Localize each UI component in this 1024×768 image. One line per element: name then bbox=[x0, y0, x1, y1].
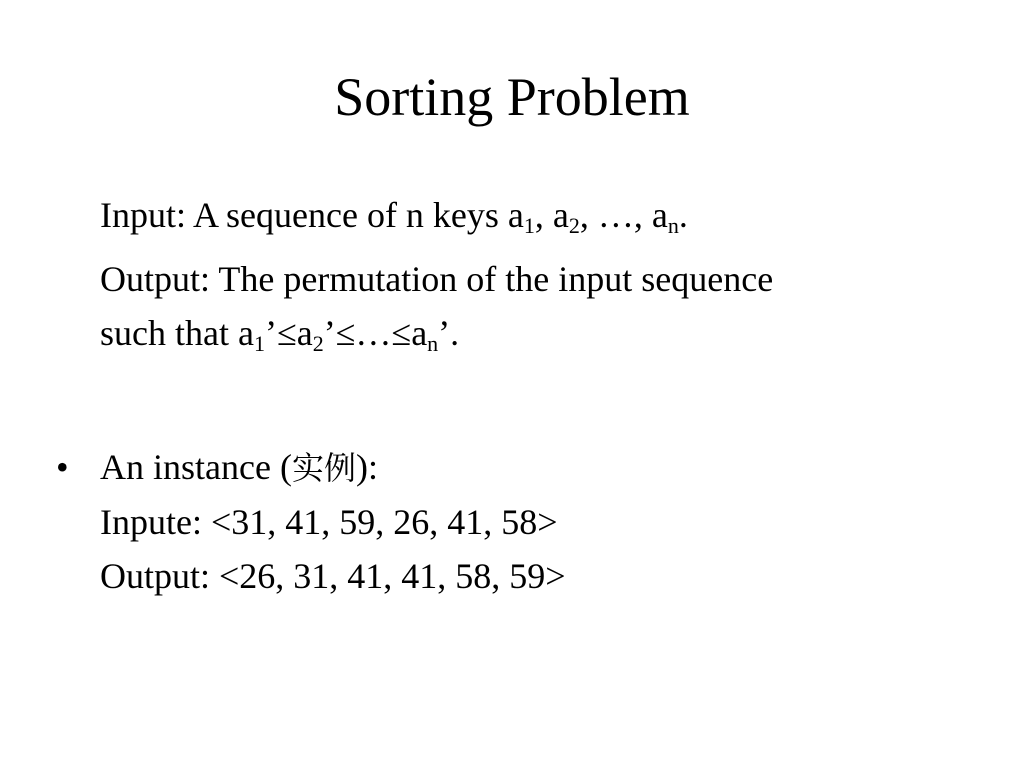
subscript-n: n bbox=[667, 213, 679, 238]
output-rel-2: ’≤…≤a bbox=[323, 313, 428, 353]
instance-heading bbox=[100, 440, 566, 495]
instance-heading-prefix: An instance ( bbox=[100, 447, 292, 487]
output-definition bbox=[100, 252, 980, 360]
input-prefix: Input: A sequence of n keys a bbox=[100, 195, 524, 235]
output-line2-prefix: such that a bbox=[100, 313, 254, 353]
slide-title: Sorting Problem bbox=[334, 67, 690, 127]
instance-input-example: Inpute: <31, 41, 59, 26, 41, 58> bbox=[100, 502, 558, 542]
instance-heading-suffix: ): bbox=[355, 447, 378, 487]
output-subscript-1: 1 bbox=[253, 331, 265, 356]
input-definition bbox=[100, 188, 980, 242]
input-sep-2: , …, a bbox=[579, 195, 668, 235]
output-line-2 bbox=[100, 306, 980, 360]
bullet-marker: • bbox=[56, 447, 69, 487]
output-line-1: Output: The permutation of the input sequence bbox=[100, 259, 774, 299]
instance-output-example: Output: <26, 31, 41, 41, 58, 59> bbox=[100, 556, 566, 596]
output-subscript-n: n bbox=[427, 331, 439, 356]
input-sep-1: , a bbox=[534, 195, 569, 235]
subscript-2: 2 bbox=[568, 213, 580, 238]
instance-heading-cjk: 实例 bbox=[291, 449, 356, 487]
output-subscript-2: 2 bbox=[312, 331, 324, 356]
instance-content bbox=[100, 440, 566, 603]
output-rel-1: ’≤a bbox=[264, 313, 313, 353]
output-end: ’. bbox=[438, 313, 460, 353]
subscript-1: 1 bbox=[523, 213, 535, 238]
input-end: . bbox=[678, 195, 688, 235]
